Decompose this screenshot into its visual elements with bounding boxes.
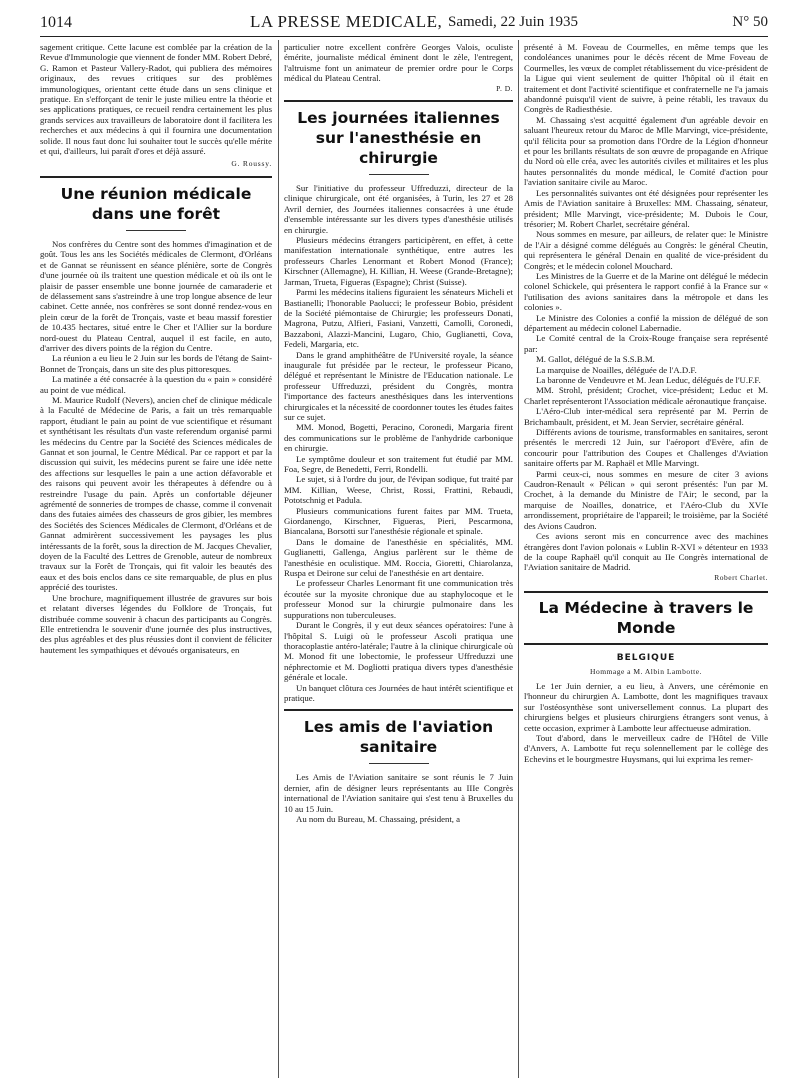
column-3: [524, 42, 768, 1077]
paragraph: présenté à M. Foveau de Courmelles, en même temps que les condoléances unanimes pour le décès récent de Mme Foveau de Courmelles, les vœux de complet rétablissement du vice-président de la Ligue qui vient seulement de quitter l'hôpital où il était en traitement et dont l'activité scientifique et confraternelle ne l'a jamais abandonné puisqu'il vient de suivre, à peine rétabli, les travaux du Congrès de Radiesthésie.: [524, 42, 768, 115]
paragraph: Ces avions seront mis en concurrence avec des machines étrangères dont l'avion polonais « Lublin R-XVI » détenteur en 1933 de la coupe Raphaël qu'il conquit au IIe Congrès international de l'Aviation sanitaire de Madrid.: [524, 531, 768, 573]
column-divider: [518, 40, 519, 1078]
paragraph: Le professeur Charles Lenormant fit une communication très écoutée sur la myosite chronique due au staphylocoque et le professeur Monod sur la chirurgie pulmonaire dans les suppurations non tuberculeuses.: [284, 578, 513, 620]
paragraph: La réunion a eu lieu le 2 Juin sur les bords de l'étang de Saint-Bonnet de Tronçais, dans un site des plus pittoresques.: [40, 353, 272, 374]
country-heading: BELGIQUE: [616, 653, 676, 664]
article-separator: [40, 176, 272, 178]
page-number: 1014: [40, 14, 72, 31]
paragraph: MM. Monod, Bogetti, Peracino, Coronedi, Margaria firent des communications sur le problème de l'anhydride carbonique en chirurgie.: [284, 422, 513, 454]
paragraph: Au nom du Bureau, M. Chassaing, président, a: [296, 813, 461, 824]
journal-title: LA PRESSE MEDICALE,: [250, 12, 443, 31]
article-title: Les journées italiennes sur l'anesthésie en chirurgie: [297, 109, 500, 168]
paragraph: sagement critique. Cette lacune est comblée par la création de la Revue d'Immunologie que viennent de fonder MM. Robert Debré, G. Ramon et Pasteur Vallery-Radot, qui publiera des mémoires originaux, des revues critiques sur des problèmes immunologiques, orientant cette étude dans un sens clinique et pratique. En s'efforçant de tenir le juste milieu entre la théorie et ses applications pratiques, ce recueil rendra certainement les plus grands services aux travailleurs de laboratoire dont il facilitera les recherches et aux médecins à qui il fournira une documentation solide. Il nous faut donc lui souhaiter tout le succès qu'elle mérite et qui, d'ailleurs, lui paraît d'ores et déjà assuré.: [40, 42, 272, 157]
section-title: La Médecine à travers le Monde: [538, 599, 754, 638]
paragraph: Nous sommes en mesure, par ailleurs, de relater que: le Ministre de l'Air a désigné comme délégués au Congrès: le général Cheutin, qui représentera le général Denain en qualité de vice-président du Congrès; et le médecin colonel Mouchard.: [524, 229, 768, 271]
paragraph: Les Ministres de la Guerre et de la Marine ont délégué le médecin colonel Schickele, qui présentera le rapport confié à la France sur « l'utilisation des avions sanitaires dans la métropole et dans les colonies ».: [524, 270, 768, 313]
article-separator: [284, 100, 513, 102]
paragraph: Dans le domaine de l'anesthésie en spécialités, MM. Guglianetti, Gallenga, Angius parlèrent sur le thème de l'anesthésie en oculistique. MM. Roccia, Gioretti, Chiarolanza, Ruspa et Deirone sur celui de l'anesthésie en art dentaire.: [284, 536, 513, 579]
column-2: [284, 42, 513, 1077]
paragraph: Tout d'abord, dans le merveilleux cadre de l'Hôtel de Ville d'Anvers, A. Lambotte fut reçu solennellement par le collège des Echevins et le bourgmestre Huysmans, qui lui exprima les remer-: [524, 732, 768, 764]
subheading: Hommage a M. Albin Lambotte.: [590, 666, 702, 676]
article-title: Une réunion médicale dans une forêt: [60, 184, 252, 223]
paragraph: Le Comité central de la Croix-Rouge française sera représenté par:: [524, 333, 768, 354]
paragraph: Le 1er Juin dernier, a eu lieu, à Anvers, une cérémonie en l'honneur du chirurgien A. Lambotte, dont les magnifiques travaux sur l'ostéosynthèse sont universellement connus. La plupart des chirurgiens belges et plusieurs chirurgiens étrangers sont venus, à cette occasion, exprimer à Lambotte leur affectueuse admiration.: [524, 680, 768, 733]
signature: Robert Charlet.: [714, 572, 768, 582]
paragraph: La matinée a été consacrée à la question du « pain » considéré au point de vue médical.: [40, 374, 272, 395]
article-title: Les amis de l'aviation sanitaire: [303, 718, 494, 757]
issue-number: N° 50: [732, 14, 768, 30]
title-rule: [369, 763, 429, 764]
paragraph: L'Aéro-Club inter-médical sera représenté par M. Perrin de Brichambault, président, et M. Jean Servier, secrétaire général.: [524, 406, 768, 427]
paragraph: Parmi les médecins italiens figuraient les sénateurs Micheli et Bastianelli; l'honorable Paolucci; le professeur Bobio, président de la Société piémontaise de Chirurgie; les professeurs Donati, Magrona, Putzu, Alfieri, Fasiani, Vanzetti, Camolli, Coronedi, Bazzaboni, Alazzi-Mancini, Lugaro, Chio, Guglianetti, Cova, Fedeli, Margaria, etc.: [284, 287, 513, 350]
paragraph: Durant le Congrès, il y eut deux séances opératoires: l'une à l'hôpital S. Luigi où le professeur Ascoli pratiqua une thoracoplastie antéro-latérale; l'autre à la clinique chirurgicale où M. Monod fit une lobectomie, le professeur Uffreduzzi une néphrectomie et M. Dogliotti pratiqua divers types d'anesthésie générale et locale.: [284, 620, 513, 683]
paragraph: La marquise de Noailles, déléguée de l'A.D.F.: [536, 364, 697, 375]
column-divider: [278, 40, 279, 1078]
paragraph: M. Chassaing s'est acquitté également d'un agréable devoir en saluant l'heureux retour du Maroc de Mlle Marvingt, vice-présidente, qu'il félicita pour sa promotion dans l'Ordre de la Légion d'honneur et pour les brillants résultats de son œuvre de propagande en Afrique du Nord où elle créa, avec les autorités civiles et militaires et les plus hautes personnalités du monde médical, le Comité d'action pour l'aviation sanitaire civile au Maroc.: [524, 114, 768, 188]
paragraph: Une brochure, magnifiquement illustrée de gravures sur bois et relatant diverses légendes du Folklore de Tronçais, fut distribuée comme souvenir à chacun des participants au Congrès. Elle entretiendra le souvenir d'une journée des plus instructives, des plus agréables et des plus réussies dont il convient de féliciter hautement les sympathiques et dévoués organisateurs, en: [40, 592, 272, 655]
paragraph: Dans le grand amphithéâtre de l'Université royale, la séance inaugurale fut présidée par le recteur, le professeur Picano, délégué et représentant le Ministre de l'Education nationale. Le professeur Uffreduzzi, président du Congrès, montra l'importance des facteurs anesthésiques dans les interventions chirurgicales et la nécessité de coordonner toutes les études faites sur ce sujet.: [284, 349, 513, 422]
section-header-frame: [524, 591, 768, 645]
paragraph: M. Maurice Rudolf (Nevers), ancien chef de clinique médicale à la Faculté de Médecine de Paris, a fait un très remarquable rapport, étudiant le pain au point de vue scientifique et résumant et synthétisant les résultats d'un vaste referendum organisé parmi les médecins du Centre par la Société des Sciences médicales de Gannat et son journal, le Centre Médical. Par ce rapport et par la discussion qui suivit, les médecins purent se faire une idée nette des affections sur lesquelles le pain a une action défavorable et des raisons qui peuvent avoir les thérapeutes à défendre ou à restreindre l'usage du pain. Après un confortable déjeuner agrémenté de sonneries de trompes de chasse, comme il convenait dans des futaies aimées des chasseurs de gros gibier, les membres des Sociétés des Sciences Médicales de Clermont, d'Orléans et de Gannat admirèrent successivement les paysages les plus intéressants de la forêt, sous la direction de M. Jacques Chevalier, doyen de la Faculté des Lettres de Grenoble, auteur de nombreux travaux sur la Forêt de Tronçais, qui fit valoir les beautés des eaux et des bois enclos dans ce site remarquable, de plus en plus apprécié des touristes.: [40, 394, 272, 593]
paragraph: Le symptôme douleur et son traitement fut étudié par MM. Foa, Segre, de Benedetti, Ferri, Rondelli.: [284, 453, 513, 474]
signature: G. Roussy.: [231, 159, 272, 169]
paragraph: Les personnalités suivantes ont été désignées pour représenter les Amis de l'Aviation sanitaire à Bruxelles: MM. Chassaing, sénateur, président; Mlle Marvingt, vice-présidente; M. Dubois le Cour, trésorier; M. Robert Charlet, secrétaire général.: [524, 187, 768, 229]
article-separator: [284, 709, 513, 711]
column-1: [40, 42, 272, 1077]
paragraph: Différents avions de tourisme, transformables en sanitaires, seront présentés le mercredi 12 Juin, sur l'aéroport d'Evère, afin de concourir pour l'attribution des Coupes et Challenges d'Aviation sanitaire offerts par M. Raphaël et Mlle Marvingt.: [524, 427, 768, 469]
title-rule: [126, 230, 186, 231]
paragraph: Parmi ceux-ci, nous sommes en mesure de citer 3 avions Caudron-Renault « Pélican » qui seront présentés: l'un par M. Crochet, à la demande du Ministre de l'Air; le second, par la marquise de Noailles, donatrice, et l'Aéro-Club du XVIe arrondissement, propriétaire de l'appareil; le troisième, par la Société des Avions Caudron.: [524, 468, 768, 531]
paragraph: Nos confrères du Centre sont des hommes d'imagination et de goût. Tous les ans les Sociétés médicales de Clermont, d'Orléans et de Gannat se réunissent en séance plénière, sorte de Congrès d'une journée où ils traitent une question médicale et où ils ont le plaisir de passer ensemble une bonne journée de camaraderie et de délassement sans s'astreindre à une trop longue absence de leur cabinet. Cette année, nos confrères se sont donné rendez-vous en plein cœur de la forêt de Tronçais, vaste et beau massif forestier de 10.435 hectares, situé entre le Cher et l'Allier sur la bordure nord-ouest du Plateau Central, auquel il est facile, en auto, d'arriver des divers points de la région du Centre.: [40, 238, 272, 353]
paragraph: M. Gallot, délégué de la S.S.B.M.: [536, 354, 655, 365]
paragraph: Le Ministre des Colonies a confié la mission de délégué de son département au médecin colonel Labernadie.: [524, 312, 768, 333]
header-rule: [40, 36, 768, 37]
issue-date: Samedi, 22 Juin 1935: [448, 14, 578, 30]
paragraph: Un banquet clôtura ces Journées de haut intérêt scientifique et pratique.: [284, 682, 513, 703]
paragraph: Sur l'initiative du professeur Uffreduzzi, directeur de la clinique chirurgicale, ont été organisées, à Turin, les 27 et 28 Avril dernier, des Journées italiennes consacrées à une étude d'ensemble intéressante sur les divers types d'anesthésie utilisés en chirurgie.: [284, 183, 513, 235]
paragraph: MM. Strohl, président; Crochet, vice-président; Leduc et M. Charlet représenteront l'Association médicale aéronautique française.: [524, 385, 768, 406]
paragraph: particulier notre excellent confrère Georges Valois, oculiste émérite, journaliste médical éminent dont le zèle, l'entregent, l'altruisme font un animateur de premier ordre pour le Corps médical du Plateau Central.: [284, 42, 513, 84]
paragraph: Plusieurs communications furent faites par MM. Trueta, Giordanengo, Kirschner, Figueras, Pieri, Pescarmona, Biancalana, Borsotti sur l'anesthésie régionale et spinale.: [284, 505, 513, 537]
title-rule: [369, 174, 429, 175]
paragraph: Le sujet, si à l'ordre du jour, de l'évipan sodique, fut traité par MM. Killian, Weese, Christ, Rossi, Frattini, Rebaudi, Pototschnig et Padula.: [284, 474, 513, 506]
masthead: [40, 10, 768, 38]
paragraph: Plusieurs médecins étrangers participèrent, en effet, à cette manifestation internationale synthétique, entre autres les professeurs Charles Lenormant et Robert Monod (France); Kirschner (Allemagne), H. Killian, H. Weese (Grande-Bretagne); Jarman, Trueta, Figueras (Espagne); Christ (Suisse).: [284, 235, 513, 287]
paragraph: La baronne de Vendeuvre et M. Jean Leduc, délégués de l'U.F.F.: [536, 375, 761, 385]
paragraph: Les Amis de l'Aviation sanitaire se sont réunis le 7 Juin dernier, afin de désigner leurs représentants au IIIe Congrès international de l'Aviation sanitaire qui s'est tenu à Bruxelles du 10 au 15 Juin.: [284, 772, 513, 814]
signature: P. D.: [496, 83, 513, 93]
